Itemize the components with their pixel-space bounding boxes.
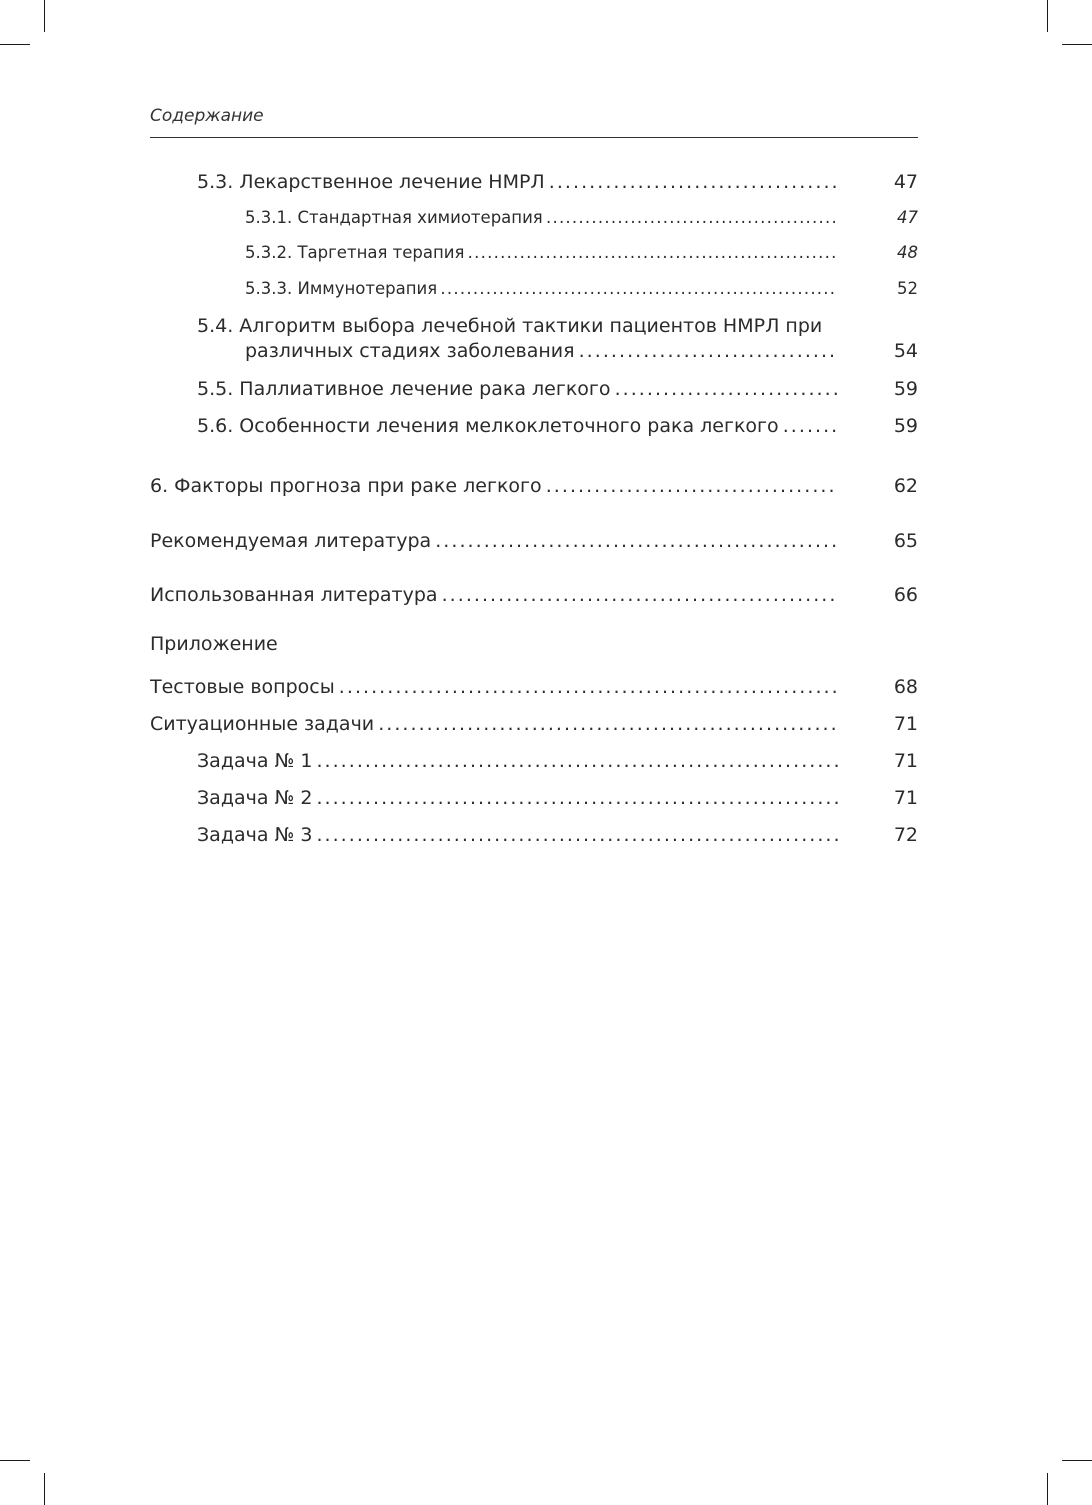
toc-entry-title: Использованная литература . . . (150, 583, 838, 607)
toc-entry-page: 65 (893, 530, 918, 552)
header-rule (150, 137, 918, 138)
toc-entry-page: 66 (893, 584, 918, 606)
toc-entry-page: 52 (897, 279, 918, 298)
toc-entry-title: 5.3.1. Стандартная химиотерапия . . . (150, 206, 838, 230)
toc-entry-page: 71 (893, 750, 918, 772)
toc-entry-page: 71 (893, 713, 918, 735)
toc-entry-page: 71 (893, 787, 918, 809)
running-title: Содержание (150, 106, 264, 126)
toc-entry-title: 5.3.3. Иммунотерапия . . . (150, 277, 838, 301)
crop-mark (44, 0, 45, 32)
toc-entry-title: Задача № 1 . . . (150, 749, 838, 773)
toc-entry-title: 5.6. Особенности лечения мелкоклеточного рака легкого . . . (150, 414, 838, 438)
toc-entry-title: 6. Факторы прогноза при раке легкого . . . (150, 474, 838, 498)
toc-entry-title: Задача № 2 . . . (150, 786, 838, 810)
crop-mark (0, 1460, 30, 1461)
toc-entry-page: 54 (893, 340, 918, 362)
toc-entry-page: 47 (897, 208, 918, 227)
crop-mark (1062, 1460, 1092, 1461)
crop-mark (44, 1473, 45, 1505)
toc-entry-title: Рекомендуемая литература . . . (150, 529, 838, 553)
crop-mark (0, 44, 30, 45)
crop-mark (1047, 0, 1048, 32)
toc-entry-5-4-line1[interactable]: 5.4. Алгоритм выбора лечебной тактики пациентов НМРЛ при (197, 315, 823, 337)
toc-entry-page: 68 (893, 676, 918, 698)
crop-mark (1047, 1473, 1048, 1505)
toc-entry-page: 59 (893, 378, 918, 400)
toc-entry-page: 59 (893, 415, 918, 437)
toc-entry-page: 47 (893, 171, 918, 193)
toc-entry-title: различных стадиях заболевания . . . (150, 339, 838, 363)
toc-heading-appendix: Приложение (150, 633, 278, 655)
toc-entry-page: 72 (893, 824, 918, 846)
toc-entry-page: 62 (893, 475, 918, 497)
crop-mark (1062, 44, 1092, 45)
toc-entry-title: 5.3. Лекарственное лечение НМРЛ . . . (150, 170, 838, 194)
toc-entry-page: 48 (897, 243, 918, 262)
toc-entry-title: Задача № 3 . . . (150, 823, 838, 847)
toc-entry-title: 5.5. Паллиативное лечение рака легкого . . . (150, 377, 838, 401)
toc-entry-title: Ситуационные задачи . . . (150, 712, 838, 736)
toc-entry-title: Тестовые вопросы . . . (150, 675, 838, 699)
toc-entry-title: 5.3.2. Таргетная терапия . . . (150, 241, 838, 265)
